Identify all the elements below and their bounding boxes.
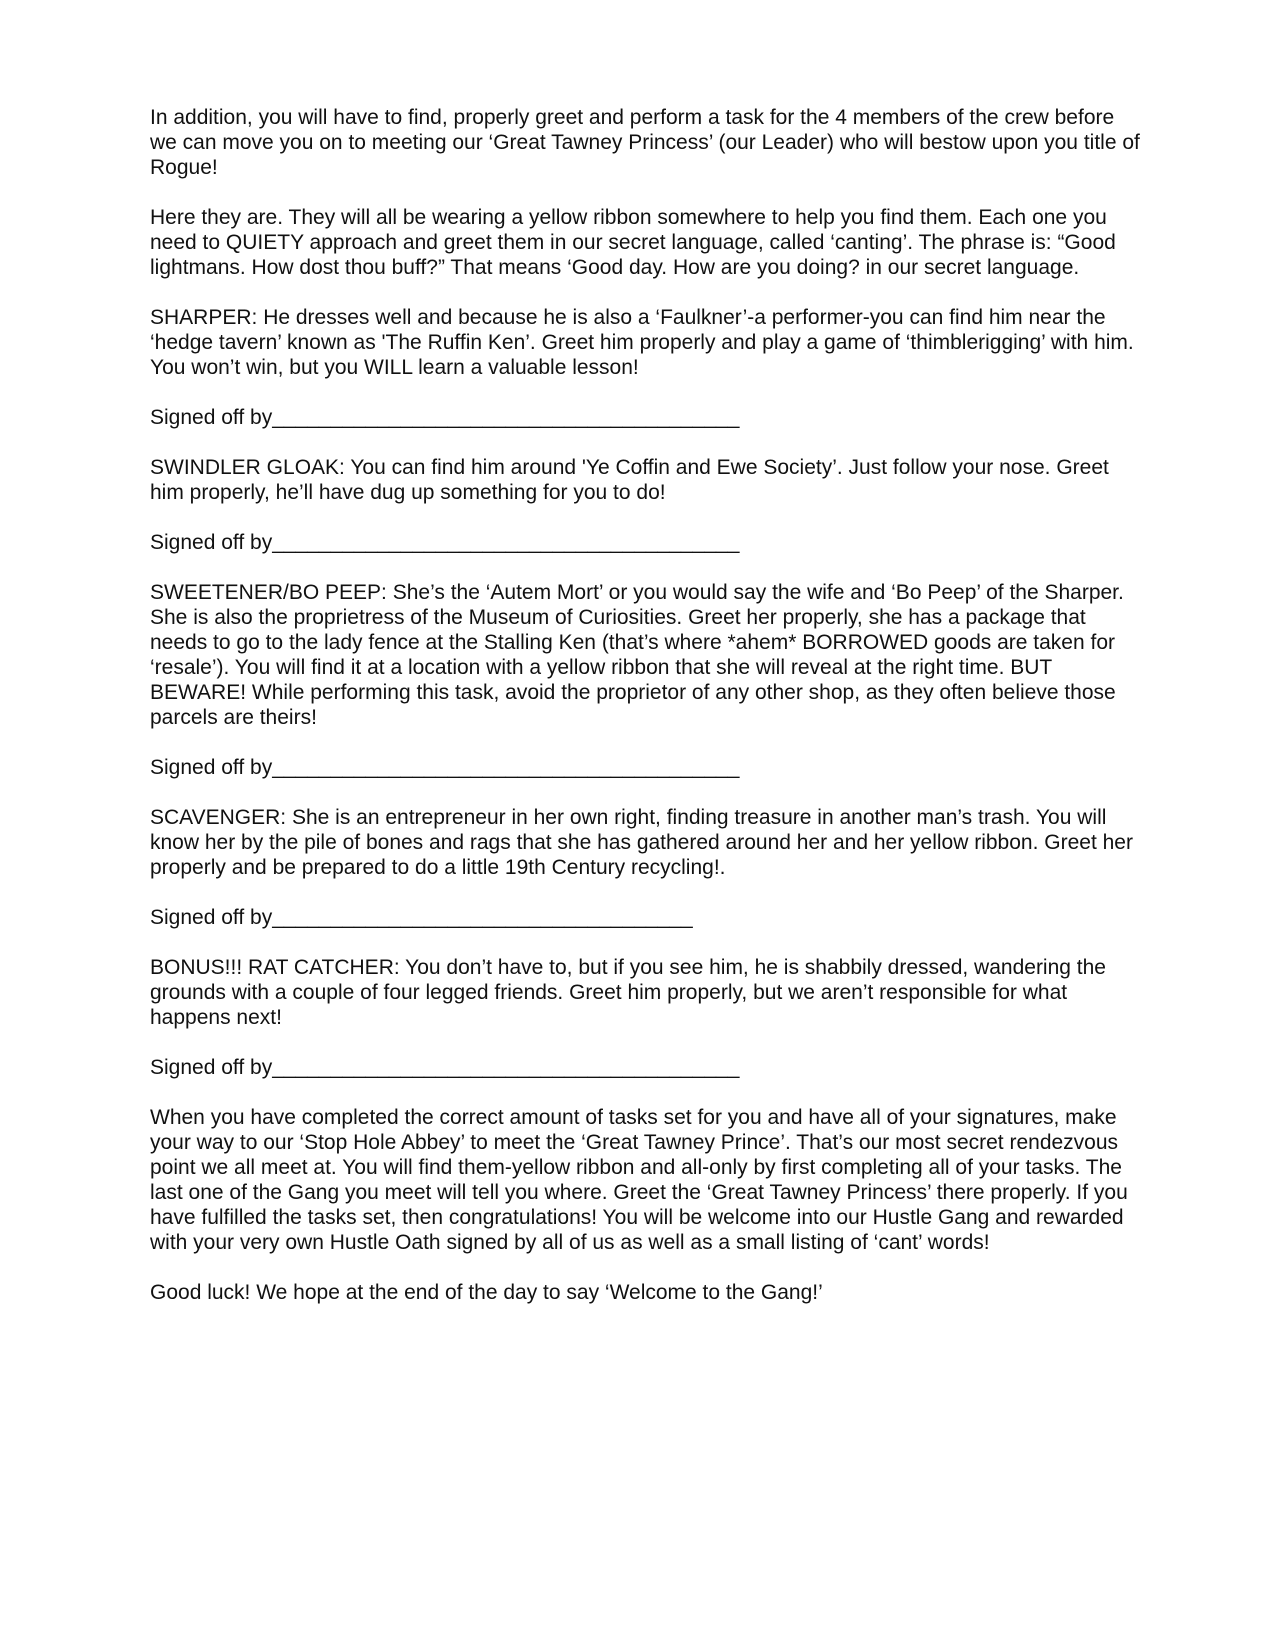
signature-line-sharper: Signed off by________________________________________ xyxy=(150,406,740,429)
bonus-paragraph: BONUS!!! RAT CATCHER: You don’t have to, but if you see him, he is shabbily dressed, wandering the grounds with a couple of four legged friends. Greet him properly, but we aren’t responsible for what happens next! xyxy=(150,956,1106,1029)
sweetener-paragraph: SWEETENER/BO PEEP: She’s the ‘Autem Mort’ or you would say the wife and ‘Bo Peep’ of the Sharper. She is also the proprietress of the Museum of Curiosities. Greet her properly, she has a package that needs to go to the lady fence at the Stalling Ken (that’s where *ahem* BORROWED goods are taken for ‘resale’). You will find it at a location with a yellow ribbon that she will reveal at the right time. BUT BEWARE! While performing this task, avoid the proprietor of any other shop, as they often believe those parcels are theirs! xyxy=(150,581,1124,729)
closing-paragraph: Good luck! We hope at the end of the day to say ‘Welcome to the Gang!’ xyxy=(150,1281,823,1304)
intro-paragraph: In addition, you will have to find, properly greet and perform a task for the 4 members of the crew before we can move you on to meeting our ‘Great Tawney Princess’ (our Leader) who will bestow upon you title of Rogue! xyxy=(150,106,1140,179)
completion-paragraph: When you have completed the correct amount of tasks set for you and have all of your signatures, make your way to our ‘Stop Hole Abbey’ to meet the ‘Great Tawney Prince’. That’s our most secret rendezvous point we all meet at. You will find them-yellow ribbon and all-only by first completing all of your tasks. The last one of the Gang you meet will tell you where. Greet the ‘Great Tawney Princess’ there properly. If you have fulfilled the tasks set, then congratulations! You will be welcome into our Hustle Gang and rewarded with your very own Hustle Oath signed by all of us as well as a small listing of ‘cant’ words! xyxy=(150,1106,1128,1254)
signature-line-swindler: Signed off by________________________________________ xyxy=(150,531,740,554)
document-page xyxy=(150,105,1140,1330)
signature-line-sweetener: Signed off by________________________________________ xyxy=(150,756,740,779)
signature-line-bonus: Signed off by________________________________________ xyxy=(150,1056,740,1079)
swindler-paragraph: SWINDLER GLOAK: You can find him around 'Ye Coffin and Ewe Society’. Just follow your nose. Greet him properly, he’ll have dug up something for you to do! xyxy=(150,456,1109,504)
signature-line-scavenger: Signed off by____________________________________ xyxy=(150,906,693,929)
sharper-paragraph: SHARPER: He dresses well and because he is also a ‘Faulkner’-a performer-you can find him near the ‘hedge tavern’ known as 'The Ruffin Ken’. Greet him properly and play a game of ‘thimblerigging’ with him. You won’t win, but you WILL learn a valuable lesson! xyxy=(150,306,1134,379)
scavenger-paragraph: SCAVENGER: She is an entrepreneur in her own right, finding treasure in another man’s trash. You will know her by the pile of bones and rags that she has gathered around her and her yellow ribbon. Greet her properly and be prepared to do a little 19th Century recycling!. xyxy=(150,806,1133,879)
instructions-paragraph: Here they are. They will all be wearing a yellow ribbon somewhere to help you find them. Each one you need to QUIETY approach and greet them in our secret language, called ‘canting’. The phrase is: “Good lightmans. How dost thou buff?” That means ‘Good day. How are you doing? in our secret language. xyxy=(150,206,1116,279)
